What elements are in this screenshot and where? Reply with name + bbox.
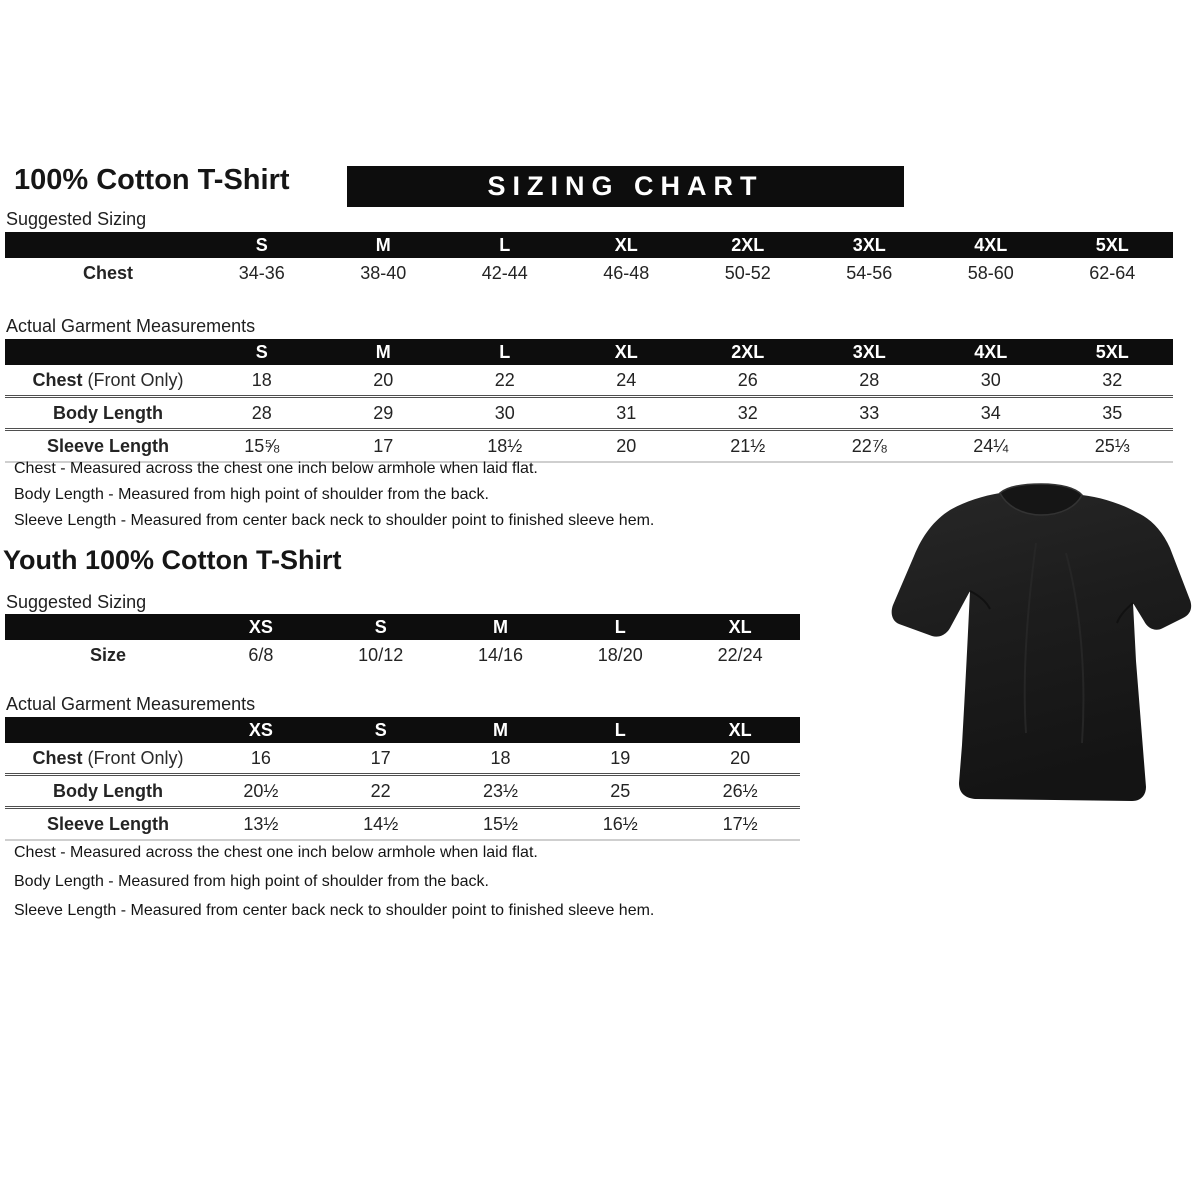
value-cell: 15⅝ [201, 430, 323, 463]
value-cell: 15½ [441, 808, 561, 841]
body-length-row [5, 397, 1173, 430]
size-column-header: S [374, 719, 387, 740]
value-cell: 31 [566, 397, 688, 430]
value-cell: 23½ [441, 775, 561, 808]
chest-front-only-row [5, 365, 1173, 397]
value-cell: 10/12 [358, 644, 404, 665]
row-label: Sleeve Length [5, 808, 201, 841]
note-line: Chest - Measured across the chest one inch below armhole when laid flat. [14, 844, 538, 861]
note-line: Chest - Measured across the chest one inch below armhole when laid flat. [14, 460, 538, 477]
empty-header-cell [5, 232, 201, 258]
value-cell: 26 [737, 369, 758, 390]
value-cell: 17 [323, 430, 445, 463]
value-cell: 22 [321, 775, 441, 808]
value-cell: 30 [444, 397, 566, 430]
value-cell: 16 [250, 747, 271, 768]
value-cell: 22⅞ [809, 430, 931, 463]
chest-front-only-row [5, 743, 800, 775]
value-cell: 25⅓ [1052, 430, 1174, 463]
value-cell: 18 [490, 747, 511, 768]
value-cell: 20 [730, 747, 751, 768]
row-label: Sleeve Length [5, 430, 201, 463]
value-cell: 14½ [321, 808, 441, 841]
value-cell: 29 [323, 397, 445, 430]
value-cell: 62-64 [1089, 262, 1136, 283]
sizing-chart-banner: SIZING CHART [347, 166, 904, 207]
youth-measurement-notes [14, 838, 654, 925]
value-cell: 50-52 [724, 262, 771, 283]
size-column-header: 2XL [731, 341, 765, 362]
value-cell: 42-44 [481, 262, 528, 283]
value-cell: 20 [566, 430, 688, 463]
empty-header-cell [5, 717, 201, 743]
youth-suggested-sizing-label: Suggested Sizing [6, 592, 147, 612]
size-column-header: 5XL [1095, 341, 1129, 362]
value-cell: 22/24 [717, 644, 763, 665]
note-line: Sleeve Length - Measured from center back neck to shoulder point to finished sleeve hem. [14, 512, 655, 529]
value-cell: 18 [251, 369, 272, 390]
row-label: Body Length [5, 397, 201, 430]
row-label: Chest (Front Only) [32, 369, 184, 390]
tshirt-image [886, 482, 1198, 806]
value-cell: 46-48 [603, 262, 650, 283]
value-cell: 20½ [201, 775, 321, 808]
size-column-header: 5XL [1095, 234, 1129, 255]
size-column-header: 4XL [974, 234, 1008, 255]
value-cell: 35 [1052, 397, 1174, 430]
value-cell: 58-60 [967, 262, 1014, 283]
size-column-header: S [255, 234, 268, 255]
size-column-header: 3XL [852, 234, 886, 255]
empty-header-cell [5, 339, 201, 365]
note-line: Sleeve Length - Measured from center back neck to shoulder point to finished sleeve hem. [14, 902, 655, 919]
size-header-row [5, 232, 1173, 258]
value-cell: 32 [1102, 369, 1123, 390]
value-cell: 30 [980, 369, 1001, 390]
value-cell: 13½ [201, 808, 321, 841]
value-cell: 32 [687, 397, 809, 430]
value-cell: 18½ [444, 430, 566, 463]
empty-header-cell [5, 614, 201, 640]
size-column-header: L [614, 616, 626, 637]
value-cell: 38-40 [360, 262, 407, 283]
value-cell: 28 [201, 397, 323, 430]
size-column-header: S [374, 616, 387, 637]
youth-suggested-sizing-table [5, 614, 800, 670]
value-cell: 21½ [687, 430, 809, 463]
size-column-header: XL [614, 341, 638, 362]
size-column-header: M [375, 234, 391, 255]
youth-measurements-table [5, 717, 800, 841]
size-column-header: 2XL [731, 234, 765, 255]
adult-suggested-sizing-table [5, 232, 1173, 288]
body-length-row [5, 775, 800, 808]
row-label: Chest (Front Only) [32, 747, 184, 768]
size-row [5, 640, 800, 670]
value-cell: 26½ [680, 775, 800, 808]
note-line: Body Length - Measured from high point of shoulder from the back. [14, 873, 489, 890]
size-column-header: XL [614, 234, 638, 255]
adult-measurements-table [5, 339, 1173, 463]
value-cell: 17 [370, 747, 391, 768]
size-column-header: M [492, 616, 508, 637]
value-cell: 17½ [680, 808, 800, 841]
value-cell: 25 [560, 775, 680, 808]
size-header-row [5, 614, 800, 640]
value-cell: 6/8 [248, 644, 274, 665]
note-line: Body Length - Measured from high point of shoulder from the back. [14, 486, 489, 503]
adult-measurement-notes [14, 456, 654, 534]
size-column-header: 3XL [852, 341, 886, 362]
adult-suggested-sizing-label: Suggested Sizing [6, 209, 147, 229]
size-column-header: S [255, 341, 268, 362]
youth-section-title: Youth 100% Cotton T-Shirt [3, 545, 342, 575]
size-header-row [5, 339, 1173, 365]
size-column-header: L [614, 719, 626, 740]
value-cell: 34-36 [238, 262, 285, 283]
value-cell: 33 [809, 397, 931, 430]
size-column-header: XL [728, 719, 752, 740]
size-column-header: M [492, 719, 508, 740]
value-cell: 24¼ [930, 430, 1052, 463]
value-cell: 24 [616, 369, 637, 390]
size-column-header: 4XL [974, 341, 1008, 362]
sleeve-length-row [5, 808, 800, 841]
page-title: 100% Cotton T-Shirt [14, 164, 290, 196]
size-column-header: XL [728, 616, 752, 637]
row-label: Chest [82, 262, 133, 283]
value-cell: 18/20 [597, 644, 643, 665]
value-cell: 22 [494, 369, 515, 390]
size-column-header: XS [248, 616, 273, 637]
row-label: Size [89, 644, 127, 665]
size-column-header: L [499, 341, 511, 362]
value-cell: 20 [373, 369, 394, 390]
size-column-header: M [375, 341, 391, 362]
size-column-header: L [499, 234, 511, 255]
row-label: Body Length [5, 775, 201, 808]
value-cell: 28 [859, 369, 880, 390]
youth-measurements-label: Actual Garment Measurements [6, 694, 256, 714]
value-cell: 54-56 [846, 262, 893, 283]
value-cell: 14/16 [477, 644, 524, 665]
chest-row [5, 258, 1173, 288]
value-cell: 16½ [560, 808, 680, 841]
adult-measurements-label: Actual Garment Measurements [6, 316, 256, 336]
size-column-header: XS [248, 719, 273, 740]
value-cell: 34 [930, 397, 1052, 430]
size-header-row [5, 717, 800, 743]
value-cell: 19 [610, 747, 631, 768]
